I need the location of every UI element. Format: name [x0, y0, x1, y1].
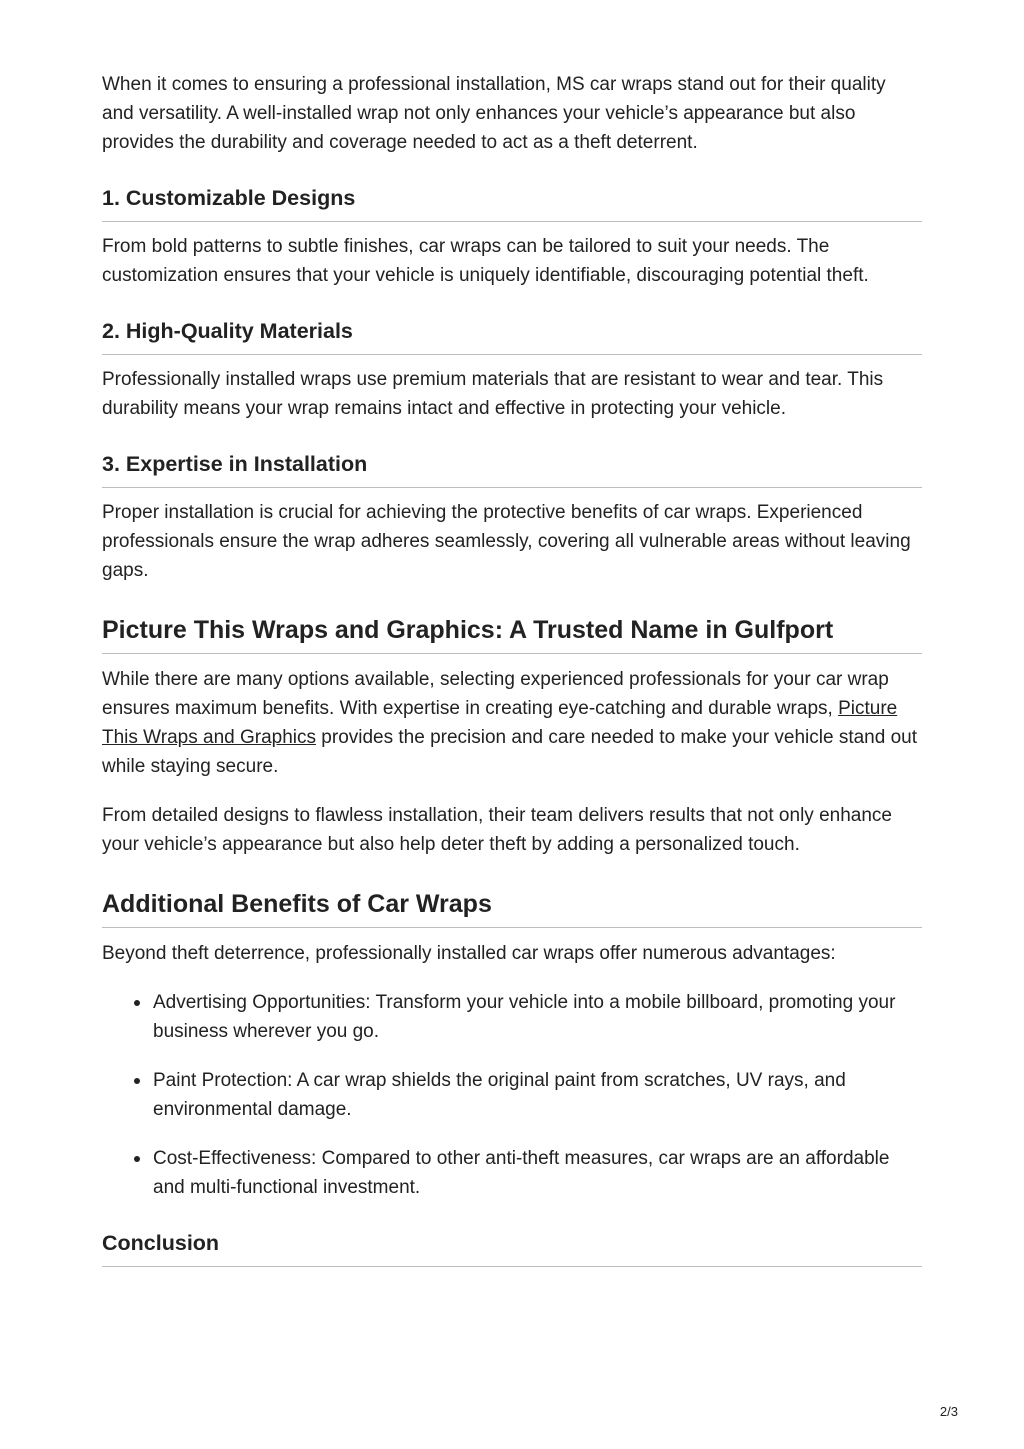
article-content — [102, 70, 922, 1277]
trusted-paragraph-2: From detailed designs to flawless installation, their team delivers results that not only enhance your vehicle’s appearance but also help deter theft by adding a personalized touch. — [102, 805, 892, 855]
intro-paragraph: When it comes to ensuring a professional installation, MS car wraps stand out for their quality and versatility. A well-installed wrap not only enhances your vehicle’s appearance but also provides the durability and coverage needed to act as a theft deterrent. — [102, 74, 886, 153]
section-body-high-quality-materials: Professionally installed wraps use premium materials that are resistant to wear and tear. This durability means your wrap remains intact and effective in protecting your vehicle. — [102, 369, 884, 419]
section-heading-customizable-designs: 1. Customizable Designs — [102, 183, 922, 222]
section-body-expertise-installation: Proper installation is crucial for achieving the protective benefits of car wraps. Experienced professionals ensure the wrap adheres seamlessly, covering all vulnerable areas without leaving gaps. — [102, 502, 911, 581]
list-item — [153, 988, 922, 1046]
benefits-heading: Additional Benefits of Car Wraps — [102, 887, 922, 928]
section-heading-expertise-installation: 3. Expertise in Installation — [102, 449, 922, 488]
trusted-paragraph-1 — [102, 665, 922, 781]
benefits-intro: Beyond theft deterrence, professionally installed car wraps offer numerous advantages: — [102, 943, 836, 964]
list-item-text: Paint Protection: A car wrap shields the original paint from scratches, UV rays, and environmental damage. — [153, 1070, 846, 1120]
bullet-icon — [134, 1078, 140, 1084]
section-body-customizable-designs: From bold patterns to subtle finishes, car wraps can be tailored to suit your needs. The customization ensures that your vehicle is uniquely identifiable, discouraging potential theft. — [102, 236, 869, 286]
page-number: 2/3 — [939, 1404, 958, 1419]
trusted-name-heading: Picture This Wraps and Graphics: A Trusted Name in Gulfport — [102, 613, 922, 654]
bullet-icon — [134, 1156, 140, 1162]
list-item — [153, 1144, 922, 1202]
list-item — [153, 1066, 922, 1124]
benefits-list — [102, 988, 922, 1202]
section-heading-high-quality-materials: 2. High-Quality Materials — [102, 316, 922, 355]
bullet-icon — [134, 1000, 140, 1006]
conclusion-heading: Conclusion — [102, 1228, 922, 1267]
list-item-text: Cost-Effectiveness: Compared to other anti-theft measures, car wraps are an affordable and multi-functional investment. — [153, 1148, 890, 1198]
list-item-text: Advertising Opportunities: Transform your vehicle into a mobile billboard, promoting your business wherever you go. — [153, 992, 896, 1042]
trusted-p1-after: provides the precision and care needed to make your vehicle stand out while staying secure. — [102, 727, 917, 777]
picture-this-wraps-link[interactable]: Picture This Wraps and Graphics — [102, 698, 898, 748]
trusted-p1-before: While there are many options available, selecting experienced professionals for your car wrap ensures maximum benefits. With expertise in creating eye-catching and durable wraps, — [102, 669, 889, 719]
